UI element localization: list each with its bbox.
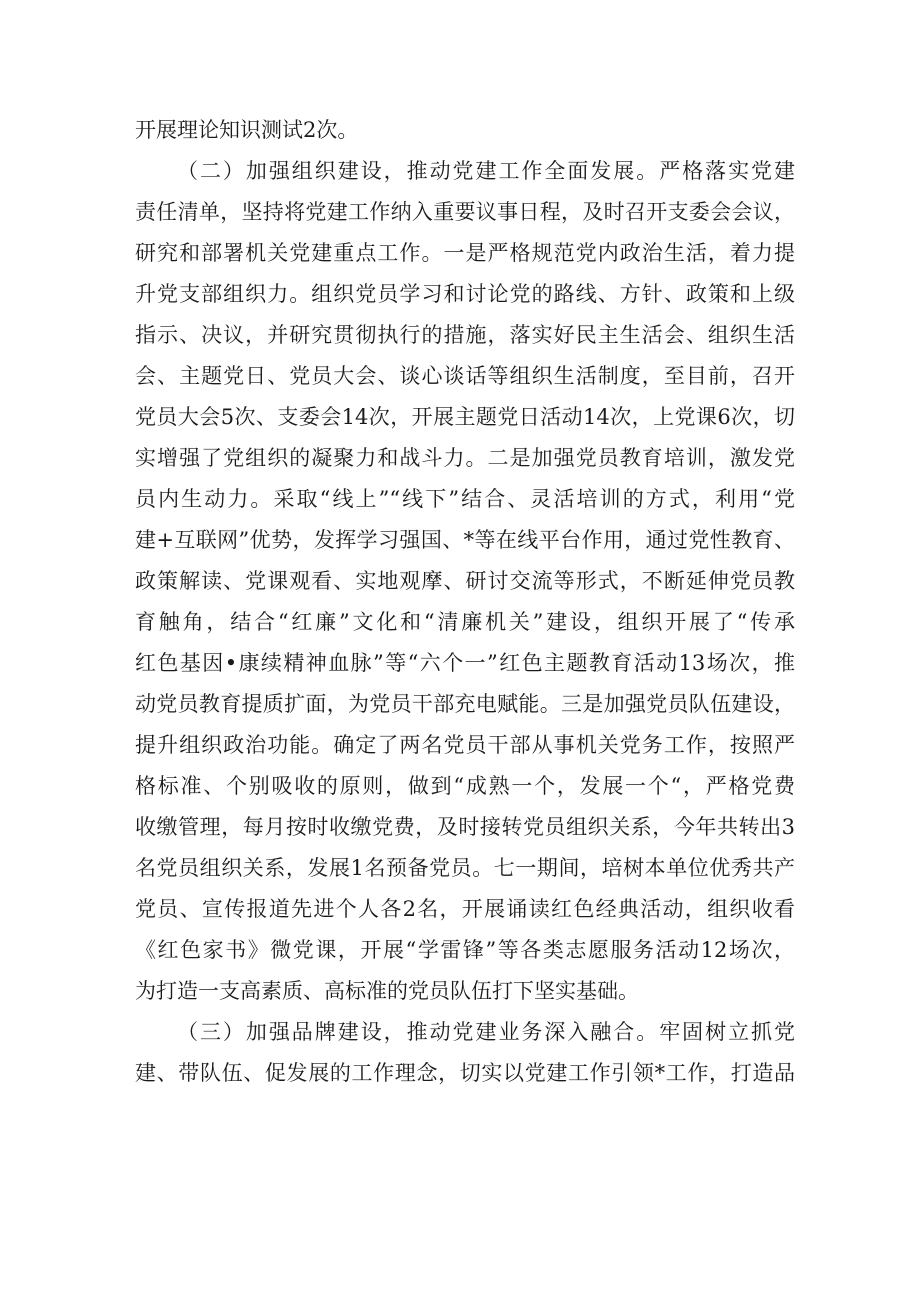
paragraph-line: 建、带队伍、促发展的工作理念，切实以党建工作引领*工作，打造品 <box>135 1061 795 1085</box>
section-heading-line: （二）加强组织建设，推动党建工作全面发展。严格落实党建 <box>177 159 795 183</box>
paragraph-line: 会、主题党日、党员大会、谈心谈话等组织生活制度，至目前，召开 <box>135 364 795 388</box>
paragraph-line: 建+互联网”优势，发挥学习强国、*等在线平台作用，通过党性教育、 <box>135 528 795 552</box>
paragraph-line: 为打造一支高素质、高标准的党员队伍打下坚实基础。 <box>135 979 639 1003</box>
paragraph-line: 指示、决议，并研究贯彻执行的措施，落实好民主生活会、组织生活 <box>135 323 795 347</box>
paragraph-line: 育触角，结合“红廉”文化和“清廉机关”建设，组织开展了“传承 <box>135 610 795 634</box>
paragraph-line: 政策解读、党课观看、实地观摩、研讨交流等形式，不断延伸党员教 <box>135 569 795 593</box>
paragraph-line: 研究和部署机关党建重点工作。一是严格规范党内政治生活，着力提 <box>135 241 795 265</box>
paragraph-line: 提升组织政治功能。确定了两名党员干部从事机关党务工作，按照严 <box>135 733 795 757</box>
paragraph-line: 名党员组织关系，发展1名预备党员。七一期间，培树本单位优秀共产 <box>135 856 795 880</box>
paragraph-line: 党员、宣传报道先进个人各2名，开展诵读红色经典活动，组织收看 <box>135 897 795 921</box>
paragraph-line: 党员大会5次、支委会14次，开展主题党日活动14次，上党课6次，切 <box>135 405 795 429</box>
paragraph-line: 开展理论知识测试2次。 <box>135 118 359 142</box>
paragraph-line: 责任清单，坚持将党建工作纳入重要议事日程，及时召开支委会会议， <box>135 200 795 224</box>
paragraph-line: 红色基因•康续精神血脉”等“六个一”红色主题教育活动13场次，推 <box>135 651 795 675</box>
paragraph-line: 格标准、个别吸收的原则，做到“成熟一个，发展一个“，严格党费 <box>135 774 795 798</box>
body-text <box>135 110 795 1094</box>
section-heading-line: （三）加强品牌建设，推动党建业务深入融合。牢固树立抓党 <box>177 1020 795 1044</box>
paragraph-line: 动党员教育提质扩面，为党员干部充电赋能。三是加强党员队伍建设， <box>135 692 795 716</box>
paragraph-line: 收缴管理，每月按时收缴党费，及时接转党员组织关系，今年共转出3 <box>135 815 795 839</box>
paragraph-line: 升党支部组织力。组织党员学习和讨论党的路线、方针、政策和上级 <box>135 282 795 306</box>
paragraph-line: 实增强了党组织的凝聚力和战斗力。二是加强党员教育培训，激发党 <box>135 446 795 470</box>
paragraph-line: 《红色家书》微党课，开展“学雷锋”等各类志愿服务活动12场次， <box>135 938 795 962</box>
paragraph-line: 员内生动力。采取“线上”“线下”结合、灵活培训的方式，利用“党 <box>135 487 795 511</box>
